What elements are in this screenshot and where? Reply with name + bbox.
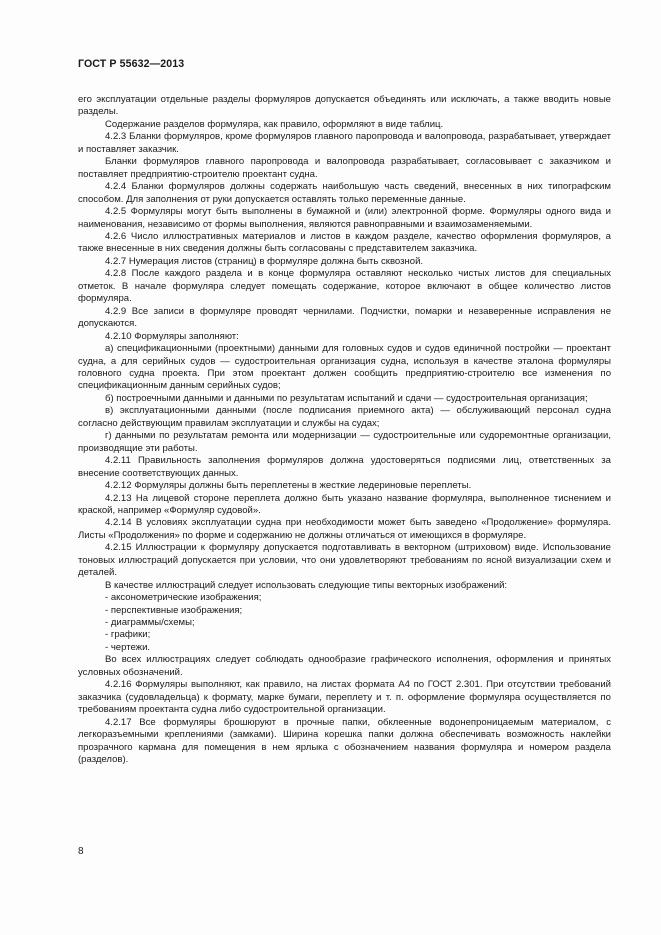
list-item: - перспективные изображения; xyxy=(105,604,243,616)
paragraph: 4.2.10 Формуляры заполняют: xyxy=(105,330,239,342)
paragraph: Во всех иллюстрациях следует соблюдать однообразие графического исполнения, оформления и принятых условных обозначений. xyxy=(78,654,611,678)
paragraph: 4.2.8 После каждого раздела и в конце формуляра оставляют несколько чистых листов для специальных отметок. В начале формуляра следует помещать содержание, которое включают в общее количество листов формуляра. xyxy=(78,268,611,305)
paragraph: б) построечными данными и данными по результатам испытаний и сдачи — судостроительная организация; xyxy=(105,392,588,404)
list-item: - графики; xyxy=(105,629,151,641)
paragraph: 4.2.14 В условиях эксплуатации судна при необходимости может быть заведено «Продолжение» формуляра. Листы «Продолжения» по форме и содержанию не должны отличаться от имеющихся в формуляре. xyxy=(78,517,611,541)
paragraph: Содержание разделов формуляра, как правило, оформляют в виде таблиц. xyxy=(105,118,444,130)
paragraph: 4.2.5 Формуляры могут быть выполнены в бумажной и (или) электронной форме. Формуляры одного вида и наименования, независимо от формы выполнения, являются равноправными и взаимозаменяемыми. xyxy=(78,206,611,230)
paragraph: 4.2.9 Все записи в формуляре проводят чернилами. Подчистки, помарки и незаверенные исправления не допускаются. xyxy=(78,305,611,330)
page-number: 8 xyxy=(78,846,84,857)
list-item: - чертежи. xyxy=(105,641,151,653)
paragraph: В качестве иллюстраций следует использовать следующие типы векторных изображений: xyxy=(105,579,508,591)
paragraph: 4.2.3 Бланки формуляров, кроме формуляров главного паропровода и валопровода, разрабатывает, утверждает и поставляет заказчик. xyxy=(78,131,611,155)
paragraph: г) данными по результатам ремонта или модернизации — судостроительные или судоремонтные организации, производящие эти работы. xyxy=(78,430,611,454)
paragraph: его эксплуатации отдельные разделы формуляров допускается объединять или исключать, а также вводить новые разделы. xyxy=(78,94,611,118)
paragraph: 4.2.7 Нумерация листов (страниц) в формуляре должна быть сквозной. xyxy=(105,255,424,267)
paragraph: 4.2.15 Иллюстрации к формуляру допускается подготавливать в векторном (штриховом) виде. Использование тоновых иллюстраций допускается при условии, что они удовлетворяют требованиям по ясной визуализации схем и деталей. xyxy=(78,542,611,579)
paragraph: Бланки формуляров главного паропровода и валопровода разрабатывает, согласовывает с заказчиком и поставляет предприятию-строителю проектант судна. xyxy=(78,156,611,180)
list-item: - диаграммы/схемы; xyxy=(105,617,195,629)
list-item: - аксонометрические изображения; xyxy=(105,592,262,604)
paragraph: 4.2.16 Формуляры выполняют, как правило, на листах формата А4 по ГОСТ 2.301. При отсутствии требований заказчика (судовладельца) к формату, марке бумаги, переплету и т. п. оформление формуляра осуществляется по требованиям проектанта судна либо судостроительной организации. xyxy=(78,679,611,716)
paragraph: 4.2.12 Формуляры должны быть переплетены в жесткие ледериновые переплеты. xyxy=(105,480,472,492)
paragraph: 4.2.6 Число иллюстративных материалов и листов в каждом разделе, качество оформления формуляров, а также внесенные в них сведения должны быть согласованы с представителем заказчика. xyxy=(78,230,611,255)
paragraph: 4.2.13 На лицевой стороне переплета должно быть указано название формуляра, выполненное тиснением и краской, например «Формуляр судовой». xyxy=(78,492,611,516)
paragraph: 4.2.17 Все формуляры брошюруют в прочные папки, обклеенные водонепроницаемым материалом, с легкоразъемными креплениями (замками). Ширина корешка папки должна обеспечивать возможность наклейки прозрачного кармана для помещения в нем ярлыка с обозначением названия формуляра и номером раздела (разделов). xyxy=(78,716,611,766)
document-body xyxy=(78,94,611,766)
paragraph: а) спецификационными (проектными) данными для головных судов и судов единичной постройки — проектант судна, а для серийных судов — судостроительная организация судна, используя в качестве эталона формуляры головного судна проекта. При этом проектант должен сообщить предприятию-строителю все изменения по спецификационным данным серийных судов; xyxy=(78,343,611,392)
paragraph: 4.2.4 Бланки формуляров должны содержать наибольшую часть сведений, внесенных в них типографским способом. Для заполнения от руки допускается оставлять только переменные данные. xyxy=(78,181,611,205)
standard-code-header: ГОСТ Р 55632—2013 xyxy=(78,58,185,70)
paragraph: 4.2.11 Правильность заполнения формуляров должна удостоверяться подписями лиц, ответственных за внесение соответствующих данных. xyxy=(78,455,611,479)
paragraph: в) эксплуатационными данными (после подписания приемного акта) — обслуживающий персонал судна согласно действующим правилам эксплуатации и службы на судах; xyxy=(78,405,611,429)
